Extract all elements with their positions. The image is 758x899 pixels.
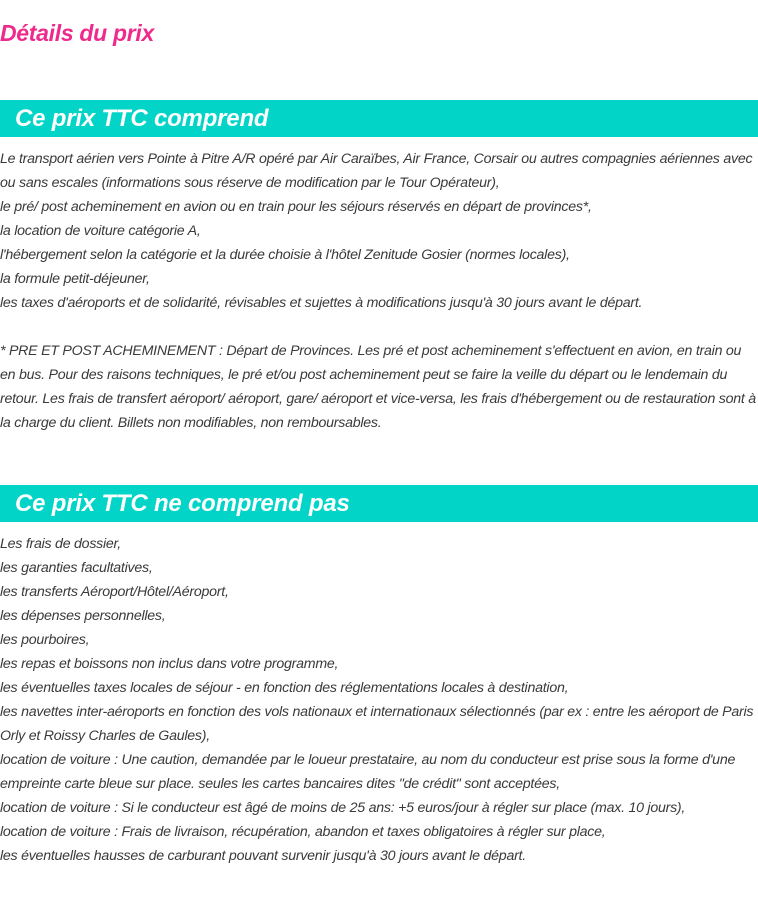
not-included-item: location de voiture : Si le conducteur est âgé de moins de 25 ans: +5 euros/jour à régler sur place (max. 10 jours),	[0, 800, 686, 816]
not-included-item: les pourboires,	[0, 632, 90, 648]
not-included-item: les navettes inter-aéroports en fonction des vols nationaux et internationaux sélectionnés (par ex : entre les aéroport de Paris Orly et Roissy Charles de Gaules),	[0, 704, 754, 744]
acheminement-footnote	[0, 339, 756, 435]
not-included-item: location de voiture : Une caution, demandée par le loueur prestataire, au nom du conducteur est prise sous la forme d'une empreinte carte bleue sur place. seules les cartes bancaires dites "de crédit" sont acceptées,	[0, 752, 736, 792]
not-included-list	[0, 532, 756, 868]
included-section-header	[0, 100, 758, 137]
not-included-item: les dépenses personnelles,	[0, 608, 166, 624]
not-included-item: les éventuelles taxes locales de séjour - en fonction des réglementations locales à destination,	[0, 680, 569, 696]
included-item: la formule petit-déjeuner,	[0, 271, 150, 287]
not-included-section-header	[0, 485, 758, 522]
not-included-item: les repas et boissons non inclus dans votre programme,	[0, 656, 339, 672]
not-included-item: Les frais de dossier,	[0, 536, 121, 552]
included-item: les taxes d'aéroports et de solidarité, révisables et sujettes à modifications jusqu'à 30 jours avant le départ.	[0, 295, 643, 311]
included-item: le pré/ post acheminement en avion ou en train pour les séjours réservés en départ de provinces*,	[0, 199, 592, 215]
not-included-item: les transferts Aéroport/Hôtel/Aéroport,	[0, 584, 229, 600]
not-included-item: les éventuelles hausses de carburant pouvant survenir jusqu'à 30 jours avant le départ.	[0, 848, 526, 864]
not-included-item: location de voiture : Frais de livraison, récupération, abandon et taxes obligatoires à régler sur place,	[0, 824, 606, 840]
not-included-section-title: Ce prix TTC ne comprend pas	[15, 490, 350, 517]
footnote-text: * PRE ET POST ACHEMINEMENT : Départ de Provinces. Les pré et post acheminement s'effectuent en avion, en train ou en bus. Pour des raisons techniques, le pré et/ou post acheminement peut se faire la veille du départ ou le lendemain du retour. Les frais de transfert aéroport/ aéroport, gare/ aéroport et vice-versa, les frais d'hébergement ou de restauration sont à la charge du client. Billets non modifiables, non remboursables.	[0, 343, 756, 431]
not-included-item: les garanties facultatives,	[0, 560, 153, 576]
included-item: la location de voiture catégorie A,	[0, 223, 201, 239]
included-item: l'hébergement selon la catégorie et la durée choisie à l'hôtel Zenitude Gosier (normes locales),	[0, 247, 570, 263]
page-title: Détails du prix	[0, 20, 154, 46]
included-section-title: Ce prix TTC comprend	[15, 105, 269, 132]
included-item: Le transport aérien vers Pointe à Pitre A/R opéré par Air Caraïbes, Air France, Corsair ou autres compagnies aériennes avec ou sans escales (informations sous réserve de modification par le Tour Opérateur),	[0, 151, 753, 191]
included-list	[0, 147, 756, 315]
